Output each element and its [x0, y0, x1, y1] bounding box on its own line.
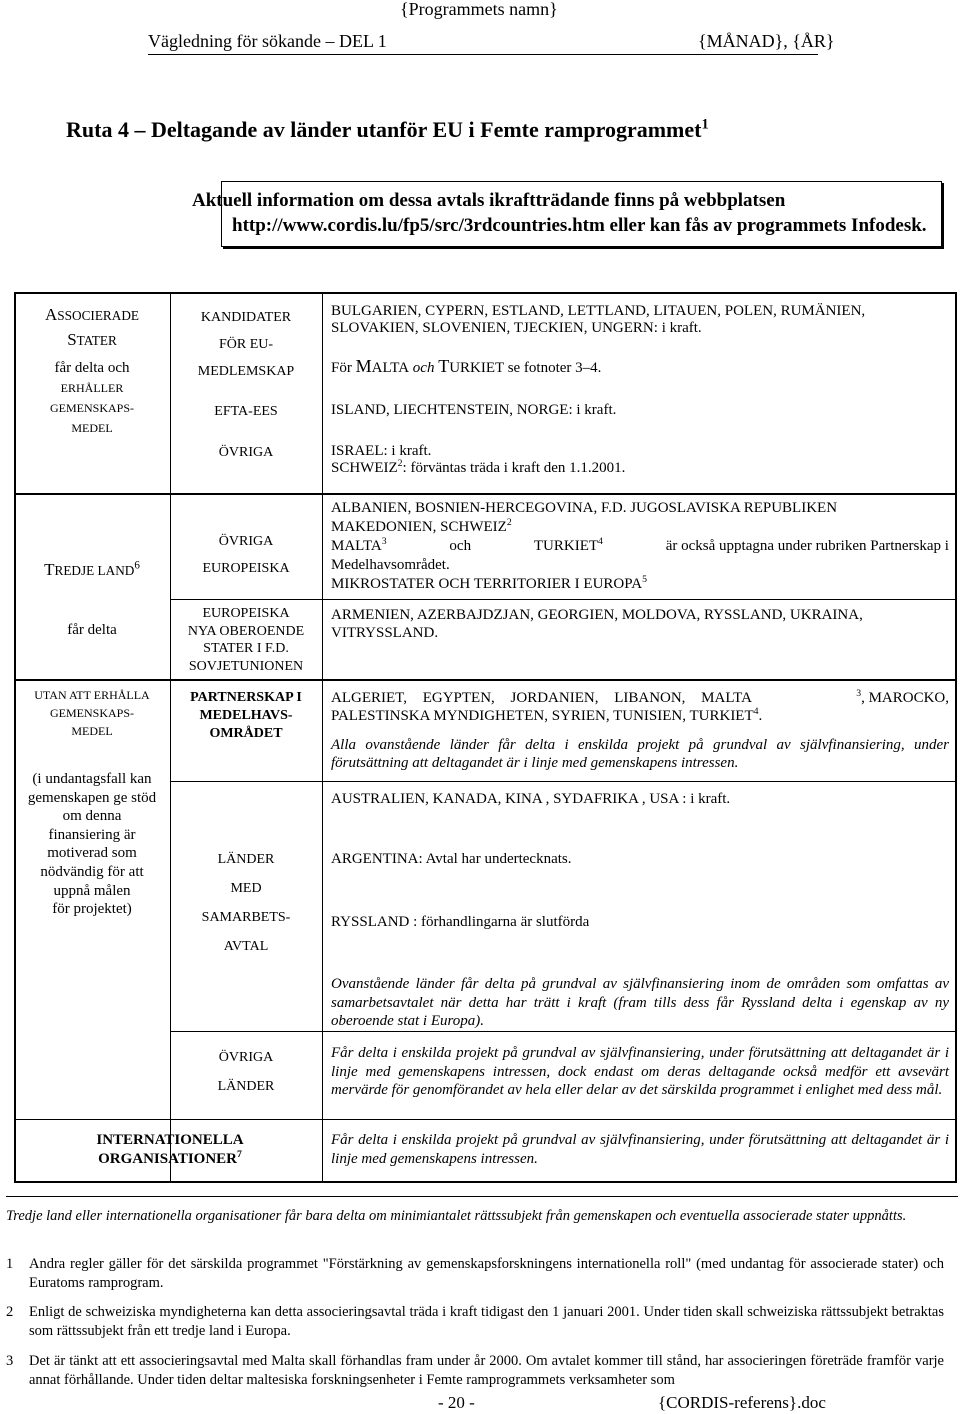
- footnote-3: [6, 1352, 944, 1388]
- mediterranean-label: PARTNERSKAP I MEDELHAVS- OMRÅDET: [190, 690, 302, 741]
- row-divider-med: [170, 781, 957, 782]
- med-countries-line2: PALESTINSKA MYNDIGHETEN, SYRIEN, TUNISIEN, TURKIET$^4$.: [331, 706, 763, 724]
- candidate-countries-line2: SLOVAKIEN, SLOVENIEN, TJECKIEN, UNGERN: i kraft.: [331, 320, 702, 336]
- footnote-1: [6, 1255, 944, 1292]
- header-rule: [148, 54, 818, 55]
- third-country-label: TREDJE LAND$^6$: [44, 559, 140, 579]
- argentina-status: ARGENTINA: Avtal har undertecknats.: [331, 851, 572, 867]
- page-number: - 20 -: [438, 1393, 475, 1412]
- footnote-text: Enligt de schweiziska myndigheterna kan detta associeringsavtal träda i kraft tidigast den 1 januari 2001. Under tiden skall schweiziska rättssubjekt betraktas som rättssubjekt från ett tredje land i Europa.: [29, 1304, 944, 1339]
- coop-note: Ovanstående länder får delta på grundval av självfinansiering inom de områden som omfattas av samarbetsavtalet när detta har trätt i kraft (fram tills dess får Ryssland delta i egenskap av ny oberoende stat i Europa).: [331, 976, 949, 1030]
- other-european-line3: MALTA$^3$ och TURKIET$^4$ är också upptagna under rubriken Partnerskap i: [331, 536, 949, 554]
- med-countries-line1: ALGERIET, EGYPTEN, JORDANIEN, LIBANON, MALTA $^3$, MAROCKO,: [331, 688, 949, 706]
- footnote-text: Andra regler gäller för det särskilda programmet "Förstärkning av gemenskapsforskningens internationella roll" (med undantag för associerade stater) och Euratoms ramprogram.: [29, 1256, 944, 1291]
- other-european-line4: Medelhavsområdet.: [331, 557, 450, 573]
- bottom-note: Tredje land eller internationella organisationer får bara delta om minimiantalet rättssubjekt från gemenskapen och eventuella associerade stater uppnåtts.: [6, 1208, 907, 1224]
- header-guide: Vägledning för sökande – DEL 1: [148, 31, 387, 51]
- without-funding-label: UTAN ATT ERHÅLLA GEMENSKAPS- MEDEL: [34, 688, 150, 738]
- coop-countries-line1: AUSTRALIEN, KANADA, KINA , SYDAFRIKA , USA : i kraft.: [331, 791, 731, 807]
- med-note: Alla ovanstående länder får delta i enskilda projekt på grundval av självfinansiering, under förutsättning att deltagandet är i linje med gemenskapens intressen.: [331, 737, 949, 771]
- footnote-2: [6, 1303, 944, 1340]
- row-divider-europe: [170, 599, 957, 600]
- header-date: {MÅNAD}, {ÅR}: [698, 31, 835, 51]
- associated-states-desc: får delta och ERHÅLLER GEMENSKAPS- MEDEL: [49, 360, 134, 435]
- info-line-2: http://www.cordis.lu/fp5/src/3rdcountries.htm eller kan fås av programmets Infodesk.: [232, 215, 927, 236]
- nis-label: EUROPEISKA NYA OBEROENDE STATER I F.D. SOVJETUNIONEN: [187, 606, 305, 674]
- israel-status: ISRAEL: i kraft.: [331, 443, 432, 459]
- efta-countries: ISLAND, LIECHTENSTEIN, NORGE: i kraft.: [331, 402, 617, 418]
- col-divider-2: [322, 292, 323, 1183]
- malta-turkey-note: För MALTA och TURKIET se fotnoter 3–4.: [331, 356, 602, 376]
- other-countries-note: Får delta i enskilda projekt på grundval av självfinansiering, under förutsättning att deltagandet är i linje med gemenskapens intressen, dock endast om deras deltagande också medför ett avsevärt mervärde för genomförandet av hela eller delar av det särskilda programmet i enlighet med dess mål.: [331, 1045, 949, 1099]
- footnote-number: 2: [6, 1304, 14, 1320]
- footnote-number: 1: [6, 1256, 14, 1272]
- footnote-number: 3: [6, 1353, 14, 1369]
- page-title: Ruta 4 – Deltagande av länder utanför EU i Femte ramprogrammet$^1$: [66, 116, 709, 142]
- intl-orgs-note: Får delta i enskilda projekt på grundval av självfinansiering, under förutsättning att deltagandet är i linje med gemenskapens intressen.: [331, 1132, 949, 1167]
- row-divider-nis: [14, 679, 957, 681]
- other-european-line1: ALBANIEN, BOSNIEN-HERCEGOVINA, F.D. JUGOSLAVISKA REPUBLIKEN: [331, 500, 838, 516]
- switzerland-status: SCHWEIZ$^2$: förväntas träda i kraft den 1.1.2001.: [331, 458, 626, 476]
- other-european-line2: MAKEDONIEN, SCHWEIZ$^2$: [331, 517, 512, 535]
- intl-orgs-label: INTERNATIONELLA ORGANISATIONER$^7$: [96, 1132, 244, 1167]
- row-divider-intl: [14, 1119, 957, 1120]
- header-program: {Programmets namn}: [400, 0, 558, 19]
- row-divider-coop: [170, 1031, 957, 1032]
- row-divider-associated: [14, 493, 957, 495]
- microstates-line: MIKROSTATER OCH TERRITORIER I EUROPA$^5$: [331, 574, 647, 592]
- associated-states-label: ASSOCIERADE STATER: [44, 305, 139, 349]
- third-country-participate: får delta: [67, 622, 117, 638]
- efta-label: EFTA-EES: [214, 404, 278, 419]
- doc-reference: {CORDIS-referens}.doc: [658, 1393, 826, 1412]
- candidate-countries-line1: BULGARIEN, CYPERN, ESTLAND, LETTLAND, LITAUEN, POLEN, RUMÄNIEN,: [331, 303, 866, 319]
- other-european-label: ÖVRIGA EUROPEISKA: [202, 534, 290, 576]
- nis-countries-line2: VITRYSSLAND.: [331, 625, 439, 641]
- bottom-rule: [6, 1196, 958, 1197]
- cooperation-countries-label: LÄNDER MED SAMARBETS- AVTAL: [201, 852, 291, 954]
- other-countries-label: ÖVRIGA LÄNDER: [217, 1050, 275, 1094]
- exception-note: (i undantagsfall kan gemenskapen ge stöd om denna finansiering är motiverad som nödvändig för att uppnå målen för projektet): [27, 771, 157, 918]
- nis-countries-line1: ARMENIEN, AZERBAJDZJAN, GEORGIEN, MOLDOVA, RYSSLAND, UKRAINA,: [331, 607, 863, 623]
- info-line-1: Aktuell information om dessa avtals ikraftträdande finns på webbplatsen: [192, 190, 786, 211]
- candidates-label: KANDIDATER FÖR EU- MEDLEMSKAP: [197, 310, 295, 379]
- other-associated-label: ÖVRIGA: [218, 445, 274, 460]
- russia-status: RYSSLAND : förhandlingarna är slutförda: [331, 914, 590, 930]
- footnote-text: Det är tänkt att ett associeringsavtal med Malta skall förhandlas fram under år 2000. Om avtalet kommer till stånd, har associeringen företräde framför varje annat förhållande. Under tiden deltar maltesiska forskningsenheter i Femte ramprogrammets verksamheter som: [29, 1353, 944, 1388]
